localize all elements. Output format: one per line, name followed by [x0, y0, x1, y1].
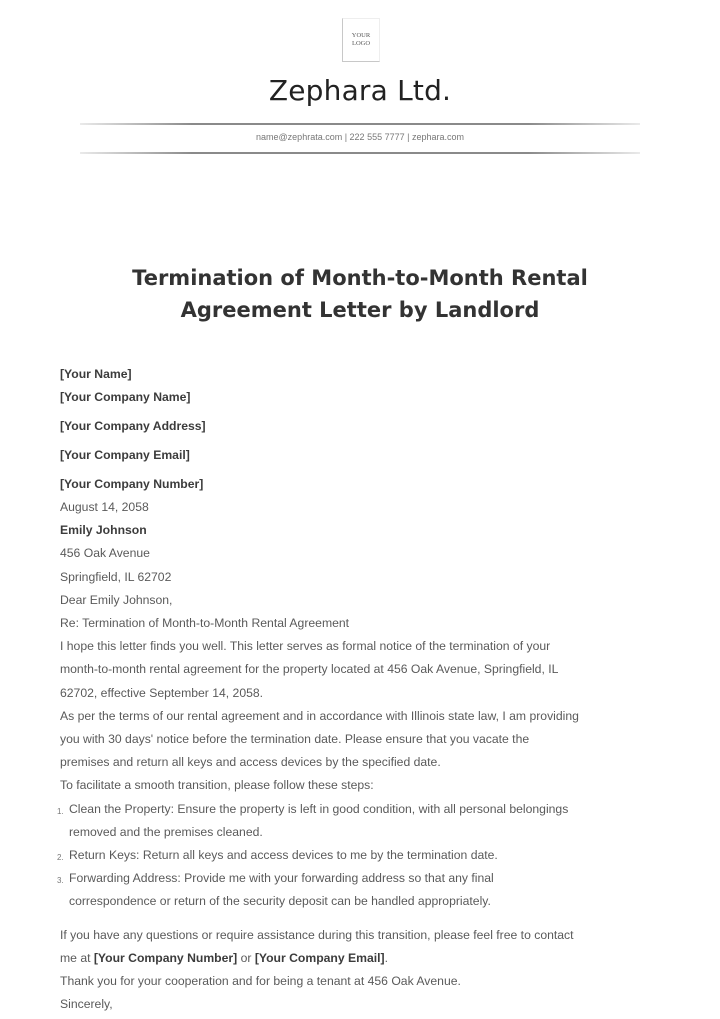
- sender-company-name: [Your Company Name]: [60, 390, 191, 404]
- paragraph-line: premises and return all keys and access devices by the specified date.: [60, 755, 441, 770]
- logo-text-line1: YOUR: [351, 32, 371, 39]
- text: me at: [60, 950, 94, 965]
- list-item-text: Forwarding Address: Provide me with your forwarding address so that any final: [69, 871, 494, 886]
- recipient-street: 456 Oak Avenue: [60, 546, 150, 561]
- list-item-text: correspondence or return of the security deposit can be handled appropriately.: [69, 894, 491, 909]
- paragraph-line: I hope this letter finds you well. This letter serves as formal notice of the termination of your: [60, 639, 551, 654]
- company-logo-placeholder: [342, 18, 380, 62]
- list-item-text: Clean the Property: Ensure the property is left in good condition, with all personal belongings: [69, 801, 569, 816]
- paragraph-line: 62702, effective September 14, 2058.: [60, 685, 264, 700]
- list-number: 2.: [57, 853, 64, 863]
- list-item: [57, 844, 660, 867]
- list-item-text: removed and the premises cleaned.: [69, 824, 263, 839]
- list-number: 1.: [57, 806, 64, 816]
- company-name: Zephara Ltd.: [268, 74, 452, 107]
- steps-list: [57, 798, 660, 914]
- sender-company-address: [Your Company Address]: [60, 419, 206, 433]
- text: .: [384, 950, 388, 965]
- document-title: [0, 262, 720, 326]
- header-divider-top: [80, 123, 640, 125]
- paragraph-notice: [60, 635, 660, 705]
- list-item: [57, 867, 660, 913]
- list-number: 3.: [57, 876, 64, 886]
- paragraph-contact: [60, 924, 660, 970]
- text: or: [237, 950, 255, 965]
- letter-body: [57, 363, 660, 1016]
- list-item-text: Return Keys: Return all keys and access devices to me by the termination date.: [69, 848, 498, 863]
- sender-company-number: [Your Company Number]: [60, 477, 204, 491]
- paragraph-thanks: Thank you for your cooperation and for being a tenant at 456 Oak Avenue.: [60, 974, 461, 989]
- signoff: Sincerely,: [60, 997, 113, 1012]
- letter-date: August 14, 2058: [60, 500, 149, 514]
- document-title-line2: Agreement Letter by Landlord: [180, 298, 540, 322]
- paragraph-line: you with 30 days' notice before the termination date. Please ensure that you vacate the: [60, 732, 530, 747]
- sender-name: [Your Name]: [60, 367, 132, 381]
- header-divider-bottom: [80, 152, 640, 154]
- paragraph-legal: [60, 705, 660, 775]
- document-title-line1: Termination of Month-to-Month Rental: [132, 266, 588, 290]
- subject-line: Re: Termination of Month-to-Month Rental Agreement: [60, 616, 350, 631]
- sender-company-email: [Your Company Email]: [60, 448, 190, 462]
- contact-number-placeholder: [Your Company Number]: [93, 950, 238, 965]
- paragraph-line: month-to-month rental agreement for the property located at 456 Oak Avenue, Springfield, IL: [60, 662, 559, 677]
- company-contact-line: name@zephrata.com | 222 555 7777 | zephara.com: [256, 132, 464, 142]
- recipient-city-state-zip: Springfield, IL 62702: [60, 569, 172, 584]
- paragraph-line: [60, 947, 660, 970]
- salutation: Dear Emily Johnson,: [60, 592, 173, 607]
- contact-email-placeholder: [Your Company Email]: [254, 950, 385, 965]
- logo-text-line2: LOGO: [351, 40, 371, 47]
- paragraph-line: As per the terms of our rental agreement and in accordance with Illinois state law, I am providing: [60, 708, 579, 723]
- paragraph-line: If you have any questions or require assistance during this transition, please feel free to contact: [60, 927, 574, 942]
- paragraph-steps-intro: To facilitate a smooth transition, please follow these steps:: [60, 778, 374, 793]
- list-item: [57, 798, 660, 844]
- sender-block: [60, 363, 660, 496]
- recipient-name: Emily Johnson: [60, 523, 147, 538]
